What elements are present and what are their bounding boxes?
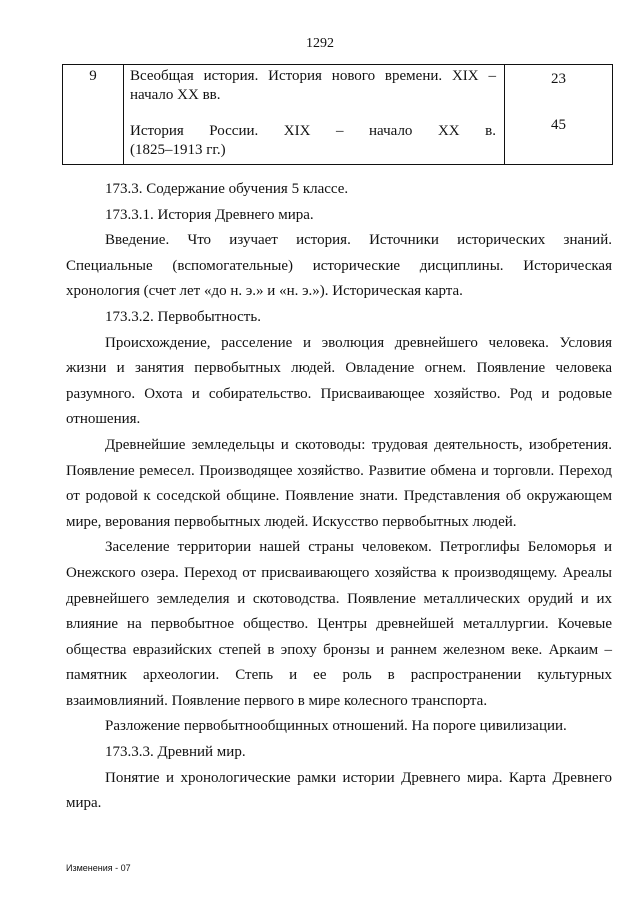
- table-row: [63, 65, 613, 165]
- hours-value: 23: [551, 71, 566, 87]
- topic-line: начало XX вв.: [130, 87, 221, 103]
- section-heading: 173.3.3. Древний мир.: [105, 744, 246, 761]
- section-heading: 173.3.1. История Древнего мира.: [105, 206, 314, 223]
- section-heading: 173.3.2. Первобытность.: [105, 308, 261, 325]
- paragraph: Происхождение, расселение и эволюция древнейшего человека. Условия жизни и занятия первобытных людей. Овладение огнем. Появление человека разумного. Охота и собирательство. Присваивающее хозяйство. Род и родовые отношения.: [66, 334, 612, 428]
- topic-line: Всеобщая история. История нового времени. XIX –: [130, 68, 496, 84]
- topics-cell: [124, 65, 505, 165]
- paragraph: Введение. Что изучает история. Источники исторических знаний. Специальные (вспомогательные) исторические дисциплины. Историческая хронология (счет лет «до н. э.» и «н. э.»). Историческая карта.: [66, 232, 612, 300]
- footer-note: Изменения - 07: [66, 863, 131, 873]
- hours-value: 45: [551, 117, 566, 133]
- document-body: [66, 177, 612, 817]
- topic-line: (1825–1913 гг.): [130, 142, 226, 158]
- paragraph: Разложение первобытнообщинных отношений. На пороге цивилизации.: [105, 718, 567, 735]
- topic-line: История России. XIX – начало XX в.: [130, 123, 496, 139]
- paragraph: Древнейшие земледельцы и скотоводы: трудовая деятельность, изобретения. Появление ремесел. Производящее хозяйство. Развитие обмена и торговли. Переход от родовой к соседской общине. Появление знати. Представления об окружающем мире, верования первобытных людей. Искусство первобытных людей.: [66, 436, 612, 530]
- section-heading: 173.3. Содержание обучения 5 классе.: [105, 181, 349, 197]
- page-number: 1292: [306, 36, 334, 51]
- hours-cell: [505, 65, 613, 165]
- curriculum-table: [62, 64, 613, 165]
- paragraph: Понятие и хронологические рамки истории Древнего мира. Карта Древнего мира.: [66, 769, 612, 812]
- paragraph: Заселение территории нашей страны человеком. Петроглифы Беломорья и Онежского озера. Переход от присваивающего хозяйства к производящему. Ареалы древнейшего земледелия и скотоводства. Появление металлических орудий и их влияние на первобытное общество. Центры древнейшей металлургии. Кочевые общества евразийских степей в эпоху бронзы и раннем железном веке. Аркаим – памятник археологии. Степь и ее роль в распространении культурных взаимовлияний. Появление первого в мире колесного транспорта.: [66, 539, 612, 709]
- row-number-cell: 9: [63, 65, 124, 165]
